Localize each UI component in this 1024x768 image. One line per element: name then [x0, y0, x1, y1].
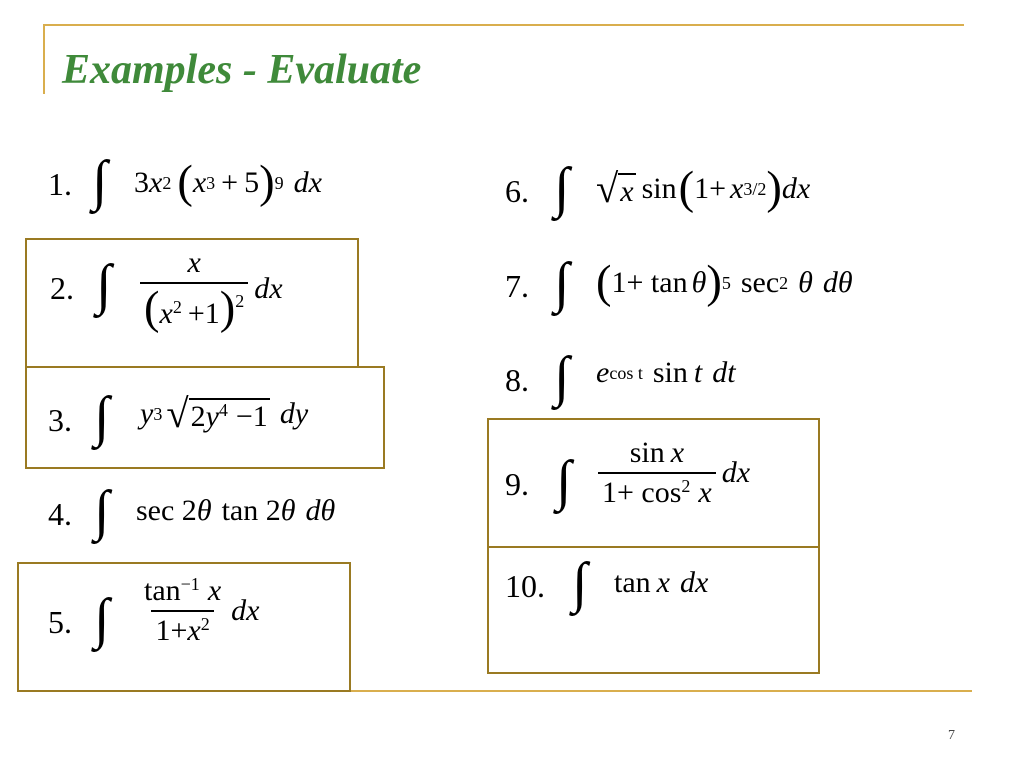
example-7-number: 7. — [505, 268, 529, 304]
example-9-integral-sign: ∫ — [556, 450, 572, 512]
example-6-integral-sign: ∫ — [554, 157, 570, 219]
example-3-integral-sign: ∫ — [94, 386, 110, 448]
example-1-integral-sign: ∫ — [92, 150, 108, 212]
example-7-integral-sign: ∫ — [554, 252, 570, 314]
example-10-integral-sign: ∫ — [572, 552, 588, 614]
example-5-integral-sign: ∫ — [94, 588, 110, 650]
example-5-integrand: $\frac{\tan^{-1} x}{1+x^2}$ dx — [144, 574, 260, 647]
page-number: 7 — [948, 728, 955, 743]
slide-title: Examples - Evaluate — [62, 47, 422, 93]
example-2-integral-sign: ∫ — [96, 254, 112, 316]
example-2-number: 2. — [50, 270, 74, 306]
example-8-integrand: e cos t sin t dt — [596, 356, 736, 389]
example-6-integrand: √ x sin ( 1+ x 3/2 ) dx — [596, 163, 811, 214]
example-1-number: 1. — [48, 166, 72, 202]
example-5-number: 5. — [48, 604, 72, 640]
example-4-integral-sign: ∫ — [94, 480, 110, 542]
example-7-integrand: ( 1+ tan θ ) 5 sec 2 θ dθ — [596, 257, 853, 308]
example-3-integrand: y 3 √ $2y^4 -1$ dy — [140, 391, 309, 436]
example-1-integrand: 3 x 2 ( x 3 + 5 ) 9 dx — [134, 157, 322, 208]
example-9-integrand: $\frac{\text{sin x}}{1+ \cos^2 x}$ dx — [592, 436, 750, 510]
example-2-integrand: $\frac{x}{(x^2 +1)^2}$ dx — [134, 246, 283, 333]
example-6-number: 6. — [505, 173, 529, 209]
example-4-number: 4. — [48, 496, 72, 532]
example-10-number: 10. — [505, 568, 545, 604]
example-3-number: 3. — [48, 402, 72, 438]
top-rule — [44, 24, 964, 26]
example-8-number: 8. — [505, 362, 529, 398]
example-10-integrand: tan x dx — [614, 566, 709, 599]
left-rule — [43, 24, 45, 94]
example-9-number: 9. — [505, 466, 529, 502]
example-4-integrand: sec 2 θ tan 2 θ dθ — [136, 494, 336, 527]
example-8-integral-sign: ∫ — [554, 346, 570, 408]
